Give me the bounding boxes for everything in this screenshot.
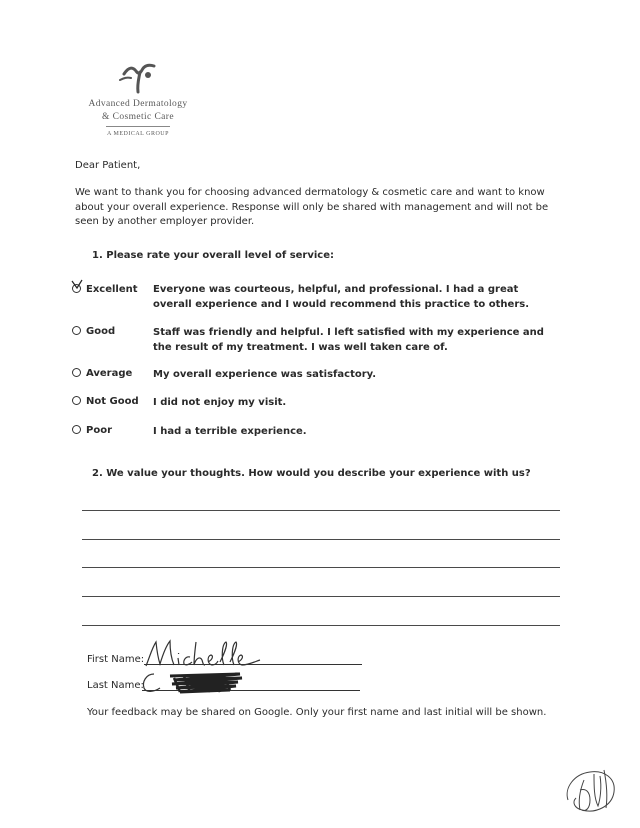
intro-paragraph: We want to thank you for choosing advanced dermatology & cosmetic care and want to know about your overall experience. Response will only be shared with management and will not be seen by another employer provider. [75,187,549,227]
first-name-label: First Name: [87,654,145,665]
logo-line-3: A MEDICAL GROUP [107,131,169,137]
checkmark-icon [70,279,84,293]
option-label: Good [86,326,116,337]
option-description: Everyone was courteous, helpful, and professional. I had a great overall experience and I would recommend this practice to others. [153,284,530,310]
option-description: I did not enjoy my visit. [153,397,287,408]
answer-line[interactable] [82,625,560,626]
answer-line[interactable] [82,539,560,540]
question-2: 2. We value your thoughts. How would you describe your experience with us? [92,468,531,479]
radio-not-good[interactable] [72,396,81,405]
radio-poor[interactable] [72,425,81,434]
answer-line[interactable] [82,510,560,511]
option-label: Not Good [86,396,139,407]
option-good[interactable] [72,326,115,338]
last-name-label: Last Name: [87,680,144,691]
answer-line[interactable] [82,567,560,568]
option-label: Excellent [86,284,138,295]
question-1: 1. Please rate your overall level of service: [92,250,335,261]
figure-logo-icon [118,62,158,94]
first-name-handwriting [144,638,264,670]
option-label: Poor [86,425,113,436]
option-poor[interactable] [72,425,112,437]
radio-excellent[interactable] [72,284,81,293]
option-description: Staff was friendly and helpful. I left satisfied with my experience and the result of my treatment. I was well taken care of. [153,327,544,353]
logo-divider [106,126,170,127]
option-average[interactable] [72,368,132,380]
option-description: My overall experience was satisfactory. [153,369,377,380]
clinic-logo [78,62,198,141]
greeting: Dear Patient, [75,160,141,171]
initials-mark [560,760,622,820]
logo-line-1: Advanced Dermatology [88,99,188,109]
option-excellent[interactable] [72,284,138,296]
answer-line[interactable] [82,596,560,597]
radio-good[interactable] [72,326,81,335]
redacted-last-name-scribble [140,668,250,698]
option-not-good[interactable] [72,396,139,408]
footer-note: Your feedback may be shared on Google. Only your first name and last initial will be shown. [87,707,547,718]
option-description: I had a terrible experience. [153,426,307,437]
option-label: Average [86,368,133,379]
logo-line-2: & Cosmetic Care [102,112,174,122]
radio-average[interactable] [72,368,81,377]
